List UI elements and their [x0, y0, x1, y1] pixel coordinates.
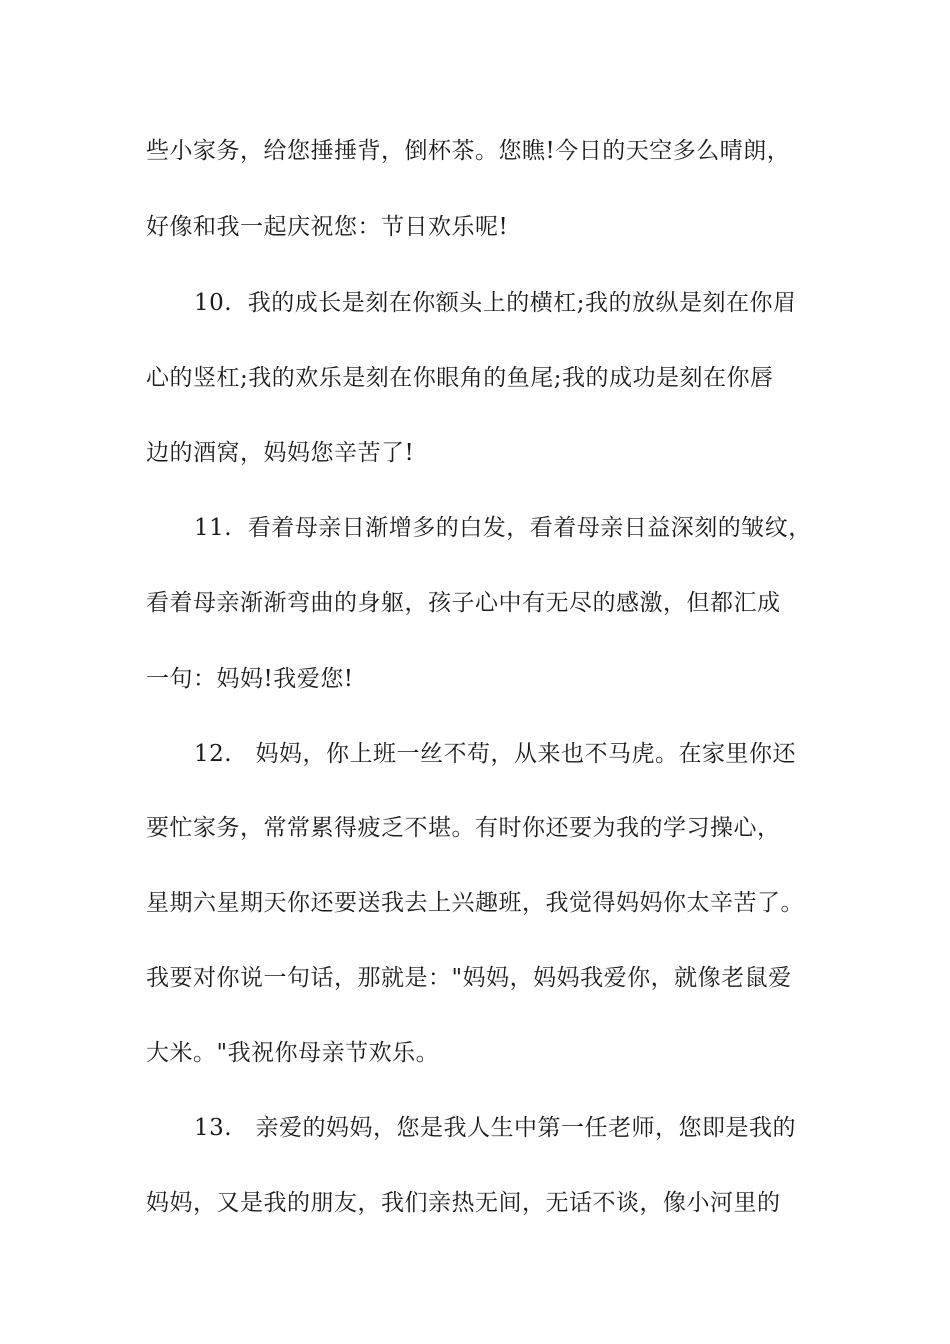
text-line-12: 我要对你说一句话，那就是："妈妈，妈妈我爱你，就像老鼠爱 — [146, 965, 792, 991]
text-line-5: 边的酒窝，妈妈您辛苦了! — [146, 440, 415, 466]
text-line-2: 好像和我一起庆祝您：节日欢乐呢! — [146, 214, 509, 240]
text-line-11: 星期六星期天你还要送我去上兴趣班，我觉得妈妈你太辛苦了。 — [146, 890, 804, 916]
text-line-4: 心的竖杠;我的欢乐是刻在你眼角的鱼尾;我的成功是刻在你唇 — [146, 365, 774, 391]
text-line-6: 11. 看着母亲日渐增多的白发，看着母亲日益深刻的皱纹， — [194, 515, 812, 541]
text-line-13: 大米。"我祝你母亲节欢乐。 — [146, 1040, 440, 1066]
text-line-15: 妈妈，又是我的朋友，我们亲热无间，无话不谈，像小河里的 — [146, 1190, 781, 1216]
text-line-14: 13. 亲爱的妈妈，您是我人生中第一任老师，您即是我的 — [194, 1115, 797, 1141]
text-line-7: 看着母亲渐渐弯曲的身躯，孩子心中有无尽的感激，但都汇成 — [146, 590, 781, 616]
text-line-9: 12. 妈妈，你上班一丝不苟，从来也不马虎。在家里你还 — [194, 741, 797, 767]
text-line-10: 要忙家务，常常累得疲乏不堪。有时你还要为我的学习操心， — [146, 815, 781, 841]
text-line-3: 10. 我的成长是刻在你额头上的横杠;我的放纵是刻在你眉 — [194, 290, 797, 316]
text-line-1: 些小家务，给您捶捶背，倒杯茶。您瞧!今日的天空多么晴朗， — [146, 138, 791, 164]
text-line-8: 一句：妈妈!我爱您! — [146, 666, 354, 692]
